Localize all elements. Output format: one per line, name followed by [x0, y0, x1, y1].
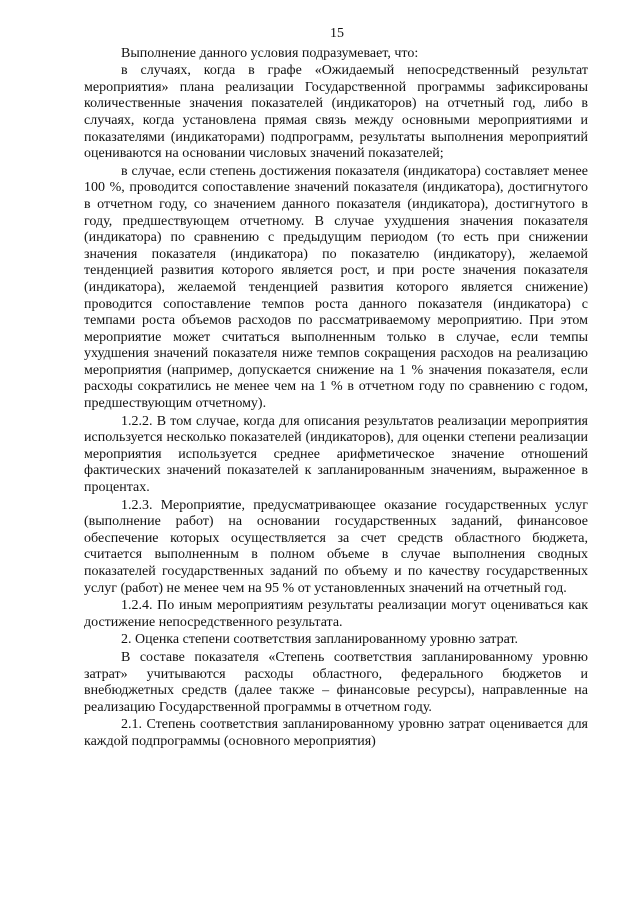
- document-page: [84, 26, 588, 752]
- paragraph-1-2-4: 1.2.4. По иным мероприятиям результаты реализации могут оцениваться как достижение непосредственного результата.: [84, 598, 588, 630]
- paragraph-section-2: 2. Оценка степени соответствия запланированному уровню затрат.: [121, 632, 519, 648]
- paragraph-condition-numeric: в случаях, когда в графе «Ожидаемый непосредственный результат мероприятия» плана реализации Государственной программы зафиксированы количественные значения показателей (индикаторов) на отчетный год, либо в случаях, когда установлена прямая связь между основными мероприятиями и показателями (индикаторами) подпрограмм, результаты выполнения мероприятий оцениваются на основании числовых значений показателей;: [84, 63, 588, 162]
- paragraph-condition-below-100: в случае, если степень достижения показателя (индикатора) составляет менее 100 %, проводится сопоставление значений показателя (индикатора), достигнутого в отчетном году, со значением данного показателя (индикатора), достигнутого в году, предшествующем отчетному. В случае ухудшения значения показателя (индикатора) по сравнению с предыдущим периодом (то есть при снижении значения показателя (индикатора) по показателю (индикатору), желаемой тенденцией развития которого является рост, и при росте значения показателя (индикатора), желаемой тенденцией развития которого является снижение) проводится сопоставление темпов роста данного показателя (индикатора) с темпами роста объемов расходов по рассматриваемому мероприятию. При этом мероприятие может считаться выполненным только в случае, если темпы ухудшения значений показателя ниже темпов сокращения расходов на реализацию мероприятия (например, допускается снижение на 1 % значения показателя, если расходы сократились не менее чем на 1 % в отчетном году по сравнению с годом, предшествующим отчетному).: [84, 163, 588, 412]
- paragraph-1-2-2: 1.2.2. В том случае, когда для описания результатов реализации мероприятия используется несколько показателей (индикаторов), для оценки степени реализации мероприятия используется среднее арифметическое значение отношений фактических значений показателей к запланированным значениям, выраженное в процентах.: [84, 413, 588, 496]
- paragraph-1-2-3: 1.2.3. Мероприятие, предусматривающее оказание государственных услуг (выполнение работ) на основании государственных заданий, финансовое обеспечение которых осуществляется за счет средств областного бюджета, считается выполненным в полном объеме в случае выполнения сводных показателей государственных заданий по объему и по качеству государственных услуг (работ) не менее чем на 95 % от установленных значений на отчетный год.: [84, 497, 588, 596]
- page-number: 15: [330, 26, 344, 41]
- paragraph-cost-composition: В составе показателя «Степень соответствия запланированному уровню затрат» учитываются расходы областного, федерального бюджетов и внебюджетных средств (далее также – финансовые ресурсы), направленные на реализацию Государственной программы в отчетном году.: [84, 649, 588, 715]
- paragraph-intro: Выполнение данного условия подразумевает, что:: [121, 45, 419, 61]
- paragraph-2-1: 2.1. Степень соответствия запланированному уровню затрат оценивается для каждой подпрограммы (основного мероприятия): [84, 717, 588, 749]
